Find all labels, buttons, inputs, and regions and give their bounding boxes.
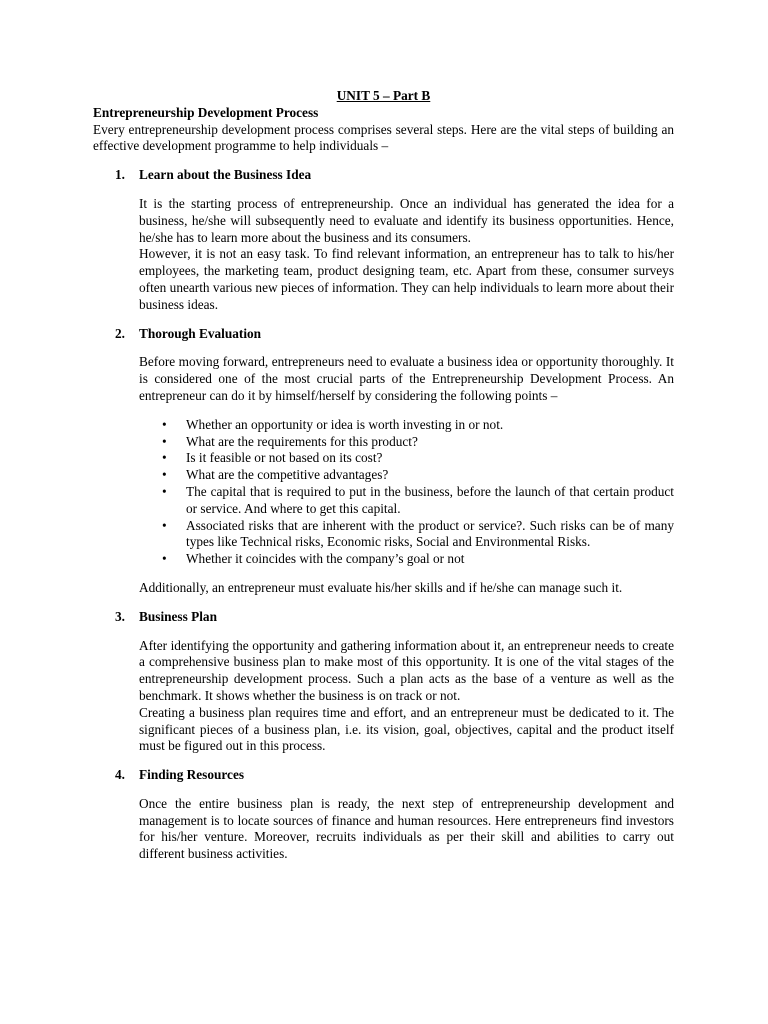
step-heading	[93, 167, 674, 184]
list-item	[162, 467, 674, 484]
step-4	[93, 767, 674, 863]
bullet-icon: •	[162, 450, 167, 466]
step-title: Business Plan	[139, 608, 217, 624]
step-title: Thorough Evaluation	[139, 325, 262, 341]
list-item-text: Associated risks that are inherent with the product or service?. Such risks can be of many types like Technical risks, Economic risks, Social and Environmental Risks.	[186, 517, 674, 550]
step-1	[93, 167, 674, 313]
bullet-icon: •	[162, 467, 167, 483]
intro-paragraph: Every entrepreneurship development process comprises several steps. Here are the vital steps of building an effective development programme to help individuals –	[93, 121, 674, 154]
evaluation-points-list	[93, 417, 674, 568]
list-item-text: Is it feasible or not based on its cost?	[186, 450, 383, 466]
list-item-text: Whether it coincides with the company’s goal or not	[186, 551, 465, 567]
list-item	[162, 450, 674, 467]
bullet-icon: •	[162, 433, 167, 449]
step-number: 3.	[115, 608, 125, 624]
list-item-text: The capital that is required to put in the business, before the launch of that certain product or service. And where to get this capital.	[186, 483, 674, 516]
step-number: 1.	[115, 167, 125, 183]
list-item	[162, 483, 674, 518]
step-number: 4.	[115, 767, 125, 783]
step-heading	[93, 609, 674, 626]
list-item	[162, 433, 674, 451]
list-item-text: What are the competitive advantages?	[186, 467, 389, 483]
bullet-icon: •	[162, 483, 167, 499]
step-heading	[93, 767, 674, 784]
step-paragraph: Once the entire business plan is ready, the next step of entrepreneurship development and management is to locate sources of finance and human resources. Here entrepreneurs find investors for his/her venture. Moreover, recruits individuals as per their skill and abilities to carry out different business activities.	[139, 795, 674, 862]
list-item	[162, 517, 674, 552]
step-paragraph: Creating a business plan requires time and effort, and an entrepreneur must be dedicated to it. The significant pieces of a business plan, i.e. its vision, goal, objectives, capital and the product itself must be figured out in this process.	[139, 704, 674, 754]
step-paragraph: However, it is not an easy task. To find relevant information, an entrepreneur has to talk to his/her employees, the marketing team, product designing team, etc. Apart from these, consumer surveys often unearth various new pieces of information. They can help individuals to learn more about their business ideas.	[139, 246, 674, 312]
step-number: 2.	[115, 325, 125, 341]
bullet-icon: •	[162, 416, 167, 432]
step-paragraph: Before moving forward, entrepreneurs need to evaluate a business idea or opportunity thoroughly. It is considered one of the most crucial parts of the Entrepreneurship Development Process. An entrepreneur can do it by himself/herself by considering the following points –	[139, 354, 674, 403]
step-paragraph: Additionally, an entrepreneur must evaluate his/her skills and if he/she can manage such it.	[139, 579, 623, 595]
step-paragraph: It is the starting process of entrepreneurship. Once an individual has generated the idea for a business, he/she will subsequently need to evaluate and identify its business opportunities. Hence, he/she has to learn more about the business and its consumers.	[139, 195, 674, 245]
step-3	[93, 609, 674, 755]
bullet-icon: •	[162, 551, 167, 567]
step-paragraph: After identifying the opportunity and gathering information about it, an entrepreneur needs to create a comprehensive business plan to make most of this opportunity. It is one of the vital stages of the entrepreneurship development process. Such a plan acts as the base of a venture as well as the benchmark. It shows whether the business is on track or not.	[139, 637, 674, 703]
list-item	[162, 551, 674, 568]
list-item-text: Whether an opportunity or idea is worth investing in or not.	[186, 416, 504, 432]
step-heading	[93, 326, 674, 343]
list-item	[162, 416, 674, 434]
bullet-icon: •	[162, 517, 167, 533]
step-2	[93, 326, 674, 597]
step-title: Learn about the Business Idea	[139, 167, 312, 183]
step-title: Finding Resources	[139, 767, 245, 783]
section-heading: Entrepreneurship Development Process	[93, 104, 319, 120]
list-item-text: What are the requirements for this product?	[186, 433, 418, 449]
page-title: UNIT 5 – Part B	[336, 88, 431, 103]
